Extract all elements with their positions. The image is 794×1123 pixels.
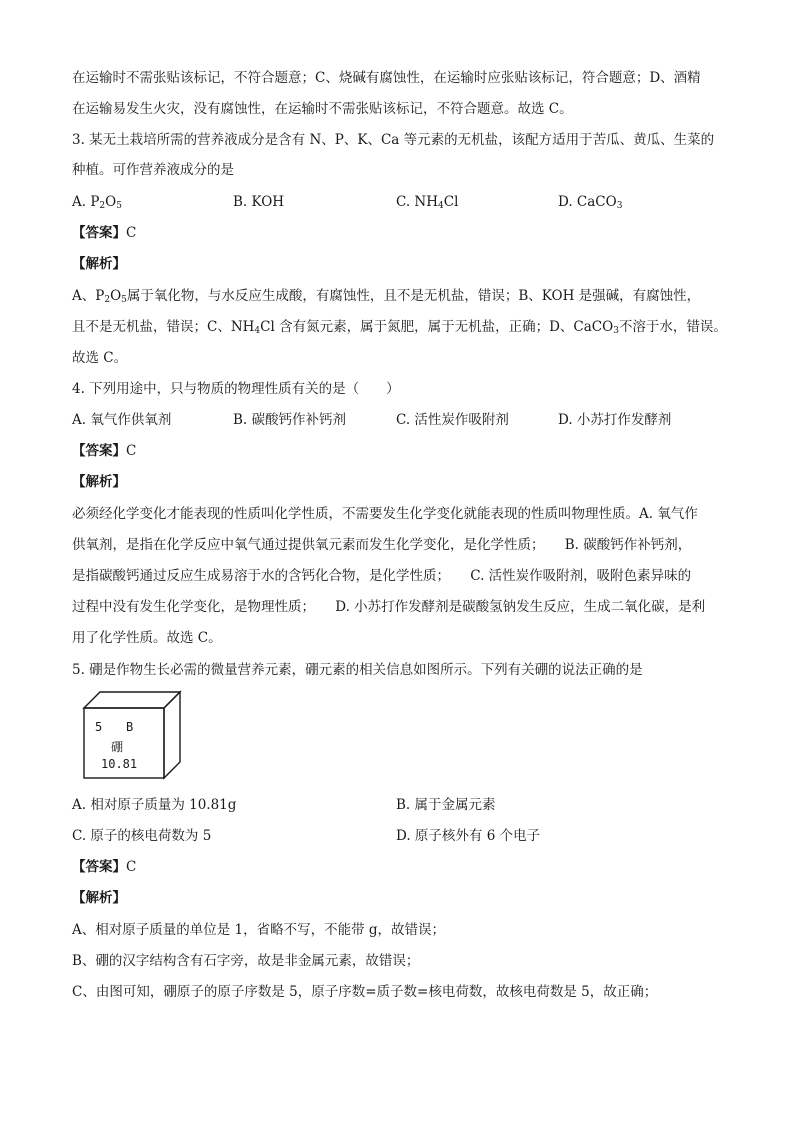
- q4-option-b: B. 碳酸钙作补钙剂: [233, 412, 347, 428]
- q5-explanation-line: C、由图可知，硼原子的原子序数是 5，原子序数=质子数=核电荷数，故核电荷数是 5，故正确；: [72, 984, 658, 1000]
- q4-explanation-line: 用了化学性质。故选 C。: [72, 630, 222, 646]
- boron-element-cube: [82, 690, 182, 780]
- q3-explanation-line: 故选 C。: [72, 350, 128, 366]
- q4-explanation-line: 过程中没有发生化学变化，是物理性质； D. 小苏打作发酵剂是碳酸氢钠发生反应，生成二氧化碳，是利: [72, 599, 706, 615]
- q5-explanation-line: A、相对原子质量的单位是 1，省略不写，不能带 g，故错误；: [72, 922, 446, 938]
- q5-explanation-line: B、硼的汉字结构含有石字旁，故是非金属元素，故错误；: [72, 953, 420, 969]
- q5-analysis-tag: 【解析】: [72, 890, 126, 906]
- q5-option-b: B. 属于金属元素: [396, 797, 496, 813]
- question-3-text: 种植。可作营养液成分的是: [72, 162, 234, 178]
- paragraph-line: 在运输易发生火灾，没有腐蚀性，在运输时不需张贴该标记，不符合题意。故选 C。: [72, 101, 573, 117]
- q3-option-b: B. KOH: [233, 194, 285, 210]
- question-3-text: 3. 某无土栽培所需的营养液成分是含有 N、P、K、Ca 等元素的无机盐，该配方适用于苦瓜、黄瓜、生菜的: [72, 132, 715, 148]
- q4-option-c: C. 活性炭作吸附剂: [396, 412, 509, 428]
- q5-option-a: A. 相对原子质量为 10.81g: [72, 797, 237, 813]
- q4-answer: 【答案】C: [72, 443, 137, 459]
- q4-explanation-line: 必须经化学变化才能表现的性质叫化学性质，不需要发生化学变化就能表现的性质叫物理性质。A. 氧气作: [72, 506, 698, 522]
- element-symbol: B: [126, 720, 134, 734]
- q3-answer: 【答案】C: [72, 225, 137, 241]
- element-name: 硼: [111, 740, 124, 754]
- q3-option-d: D. CaCO$_3$: [558, 194, 623, 211]
- q3-option-a: A. $P_2O_5$: [72, 194, 122, 211]
- paragraph-line: 在运输时不需张贴该标记，不符合题意；C、烧碱有腐蚀性，在运输时应张贴该标记，符合题意；D、酒精: [72, 70, 701, 86]
- atomic-number: 5: [95, 720, 103, 734]
- q3-explanation-line: A、$P_2O_5$属于氧化物，与水反应生成酸，有腐蚀性，且不是无机盐，错误；B、KOH 是强碱，有腐蚀性，: [72, 288, 701, 305]
- q5-answer: 【答案】C: [72, 859, 137, 875]
- q4-option-d: D. 小苏打作发酵剂: [558, 412, 672, 428]
- atomic-mass: 10.81: [101, 757, 138, 771]
- q3-option-c: C. $NH_4Cl$: [396, 194, 459, 211]
- q4-option-a: A. 氧气作供氧剂: [72, 412, 172, 428]
- question-4-text: 4. 下列用途中，只与物质的物理性质有关的是（ ）: [72, 381, 400, 397]
- q5-option-c: C. 原子的核电荷数为 5: [72, 828, 212, 844]
- q3-explanation-line: 且不是无机盐，错误；C、$NH_4Cl$ 含有氮元素，属于氮肥，属于无机盐，正确；D、CaCO$_3$不溶于水，错误。: [72, 319, 727, 336]
- q4-explanation-line: 供氧剂，是指在化学反应中氧气通过提供氧元素而发生化学变化，是化学性质； B. 碳酸钙作补钙剂，: [72, 537, 692, 553]
- q4-explanation-line: 是指碳酸钙通过反应生成易溶于水的含钙化合物，是化学性质； C. 活性炭作吸附剂，吸附色素异味的: [72, 568, 692, 584]
- q4-analysis-tag: 【解析】: [72, 474, 126, 490]
- q3-analysis-tag: 【解析】: [72, 256, 126, 272]
- q5-option-d: D. 原子核外有 6 个电子: [396, 828, 541, 844]
- question-5-text: 5. 硼是作物生长必需的微量营养元素，硼元素的相关信息如图所示。下列有关硼的说法正确的是: [72, 662, 643, 678]
